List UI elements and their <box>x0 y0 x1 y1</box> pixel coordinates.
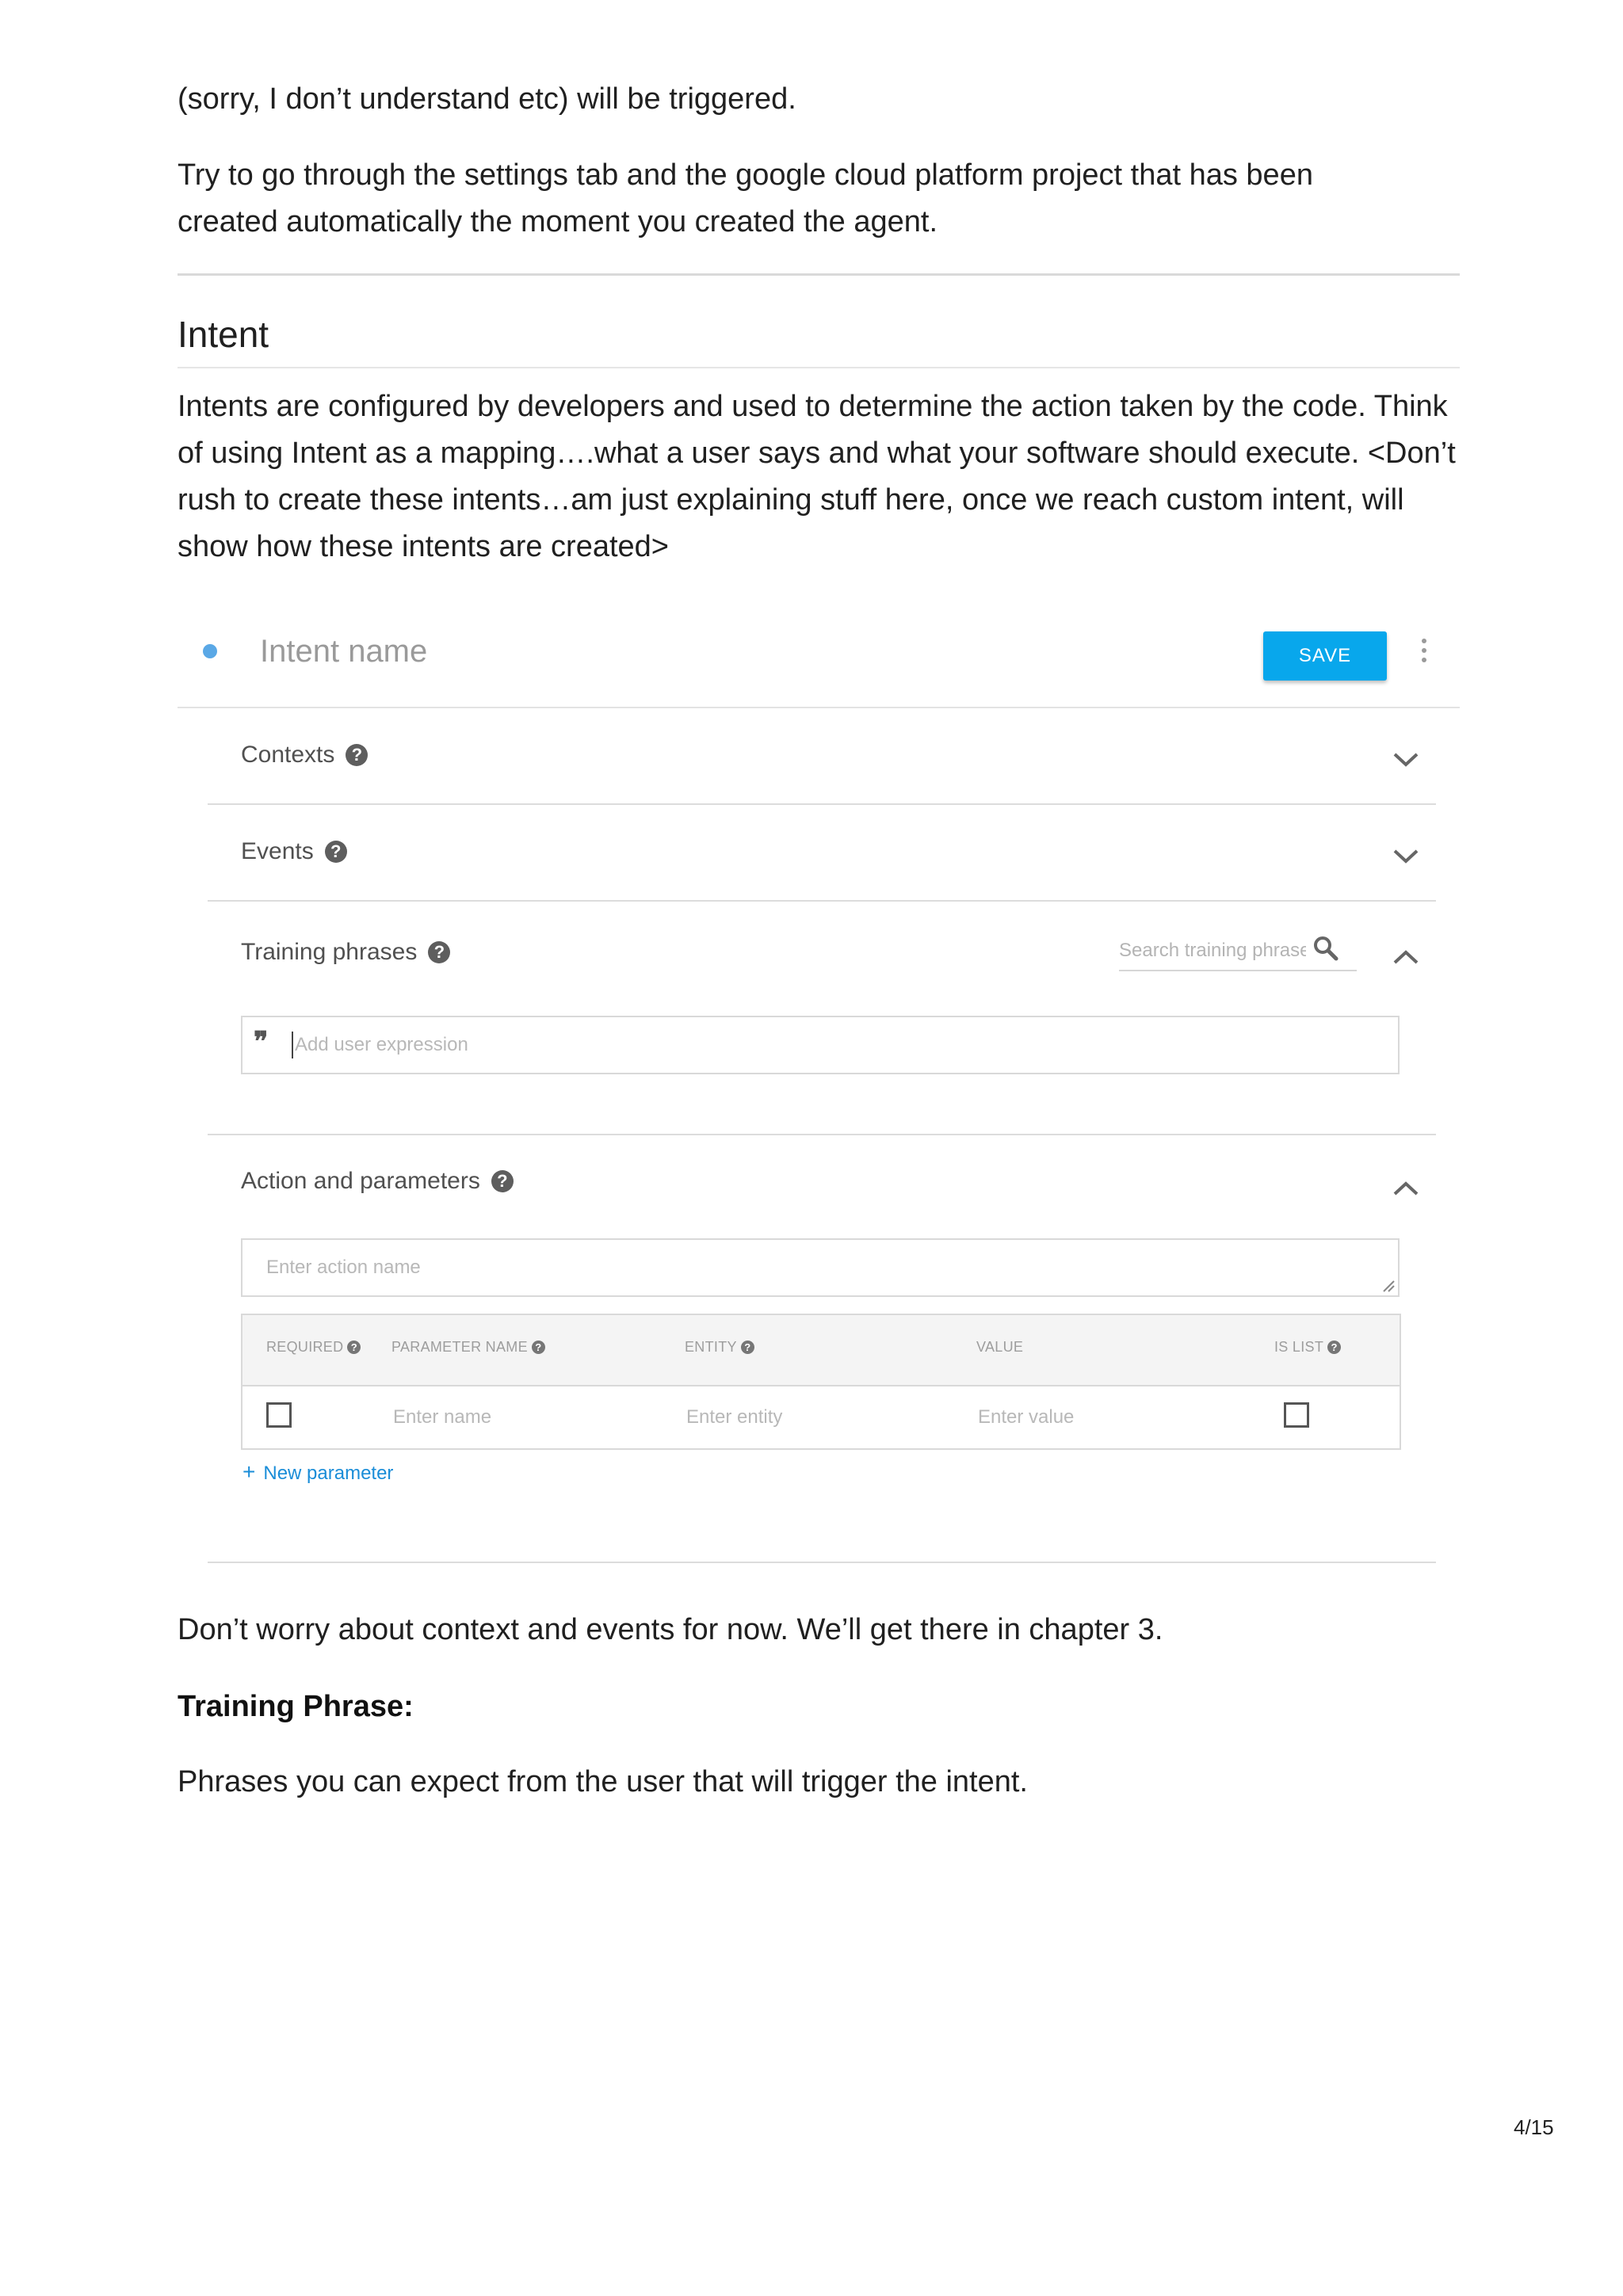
settings-paragraph: Try to go through the settings tab and the google cloud platform project that has been created automatically the moment you created the agent. <box>178 158 1313 238</box>
training-paragraph: Phrases you can expect from the user that will trigger the intent. <box>178 1765 1028 1798</box>
parameters-table <box>241 1314 1401 1450</box>
new-parameter-link[interactable] <box>242 1459 393 1485</box>
plus-icon: + <box>242 1459 256 1484</box>
value-input[interactable] <box>978 1404 1184 1431</box>
column-value: VALUE <box>976 1339 1024 1355</box>
status-dot <box>203 644 217 658</box>
column-entity: ENTITY <box>685 1339 737 1355</box>
heading-underline <box>178 367 1460 368</box>
page-number: 4/15 <box>1514 2115 1554 2139</box>
column-required: REQUIRED <box>266 1339 344 1355</box>
required-checkbox[interactable] <box>266 1402 292 1428</box>
help-icon[interactable]: ? <box>428 941 450 963</box>
training-phrase-heading: Training Phrase: <box>178 1690 414 1723</box>
intent-heading: Intent <box>178 314 269 355</box>
events-title: Events <box>241 838 314 864</box>
action-parameters-title: Action and parameters <box>241 1168 480 1194</box>
help-icon[interactable]: ? <box>532 1341 545 1354</box>
intent-editor-screenshot <box>178 610 1460 1561</box>
help-icon[interactable]: ? <box>347 1341 361 1354</box>
quote-icon: ❞ <box>254 1027 269 1057</box>
help-icon[interactable]: ? <box>741 1341 754 1354</box>
intent-name-field[interactable]: Intent name <box>260 634 428 669</box>
help-icon[interactable]: ? <box>491 1170 514 1192</box>
text-cursor <box>292 1032 293 1058</box>
events-section[interactable] <box>208 805 1436 902</box>
is-list-checkbox[interactable] <box>1284 1402 1309 1428</box>
help-icon[interactable]: ? <box>325 841 347 863</box>
resize-handle-icon[interactable] <box>1381 1278 1395 1292</box>
user-expression-box <box>241 1016 1400 1074</box>
save-button[interactable]: SAVE <box>1263 631 1387 681</box>
intro-line: (sorry, I don’t understand etc) will be triggered. <box>178 82 796 116</box>
search-icon[interactable] <box>1312 935 1339 962</box>
help-icon[interactable]: ? <box>346 744 368 766</box>
action-name-box <box>241 1238 1400 1297</box>
contexts-title: Contexts <box>241 742 335 768</box>
chevron-up-icon[interactable] <box>1392 1179 1420 1198</box>
new-parameter-label: New parameter <box>263 1463 394 1484</box>
table-row <box>242 1386 1400 1448</box>
chevron-up-icon[interactable] <box>1392 948 1420 967</box>
help-icon[interactable]: ? <box>1327 1341 1341 1354</box>
search-training-input[interactable] <box>1119 933 1306 968</box>
intent-paragraph: Intents are configured by developers and used to determine the action taken by the code. Think of using Intent as a mapping….what a user says and what your software should execute. <Don’t rush to create these intents…am just explaining stuff here, once we reach custom intent, will show how these intents are created> <box>178 390 1456 563</box>
parameter-name-input[interactable] <box>393 1404 599 1431</box>
column-is-list: IS LIST <box>1274 1339 1324 1355</box>
chevron-down-icon[interactable] <box>1392 749 1420 769</box>
training-search <box>1119 933 1357 971</box>
chevron-down-icon[interactable] <box>1392 846 1420 865</box>
user-expression-input[interactable] <box>295 1032 1373 1058</box>
training-phrases-title: Training phrases <box>241 939 418 965</box>
context-note: Don’t worry about context and events for now. We’ll get there in chapter 3. <box>178 1613 1163 1646</box>
entity-input[interactable] <box>686 1404 892 1431</box>
section-divider <box>178 273 1460 276</box>
action-name-input[interactable] <box>266 1254 1360 1281</box>
intent-header <box>178 610 1460 708</box>
parameters-table-header <box>242 1315 1400 1386</box>
more-options-icon[interactable] <box>1420 639 1428 666</box>
column-parameter-name: PARAMETER NAME <box>391 1339 528 1355</box>
training-phrases-section <box>208 902 1436 1135</box>
contexts-section[interactable] <box>208 708 1436 805</box>
